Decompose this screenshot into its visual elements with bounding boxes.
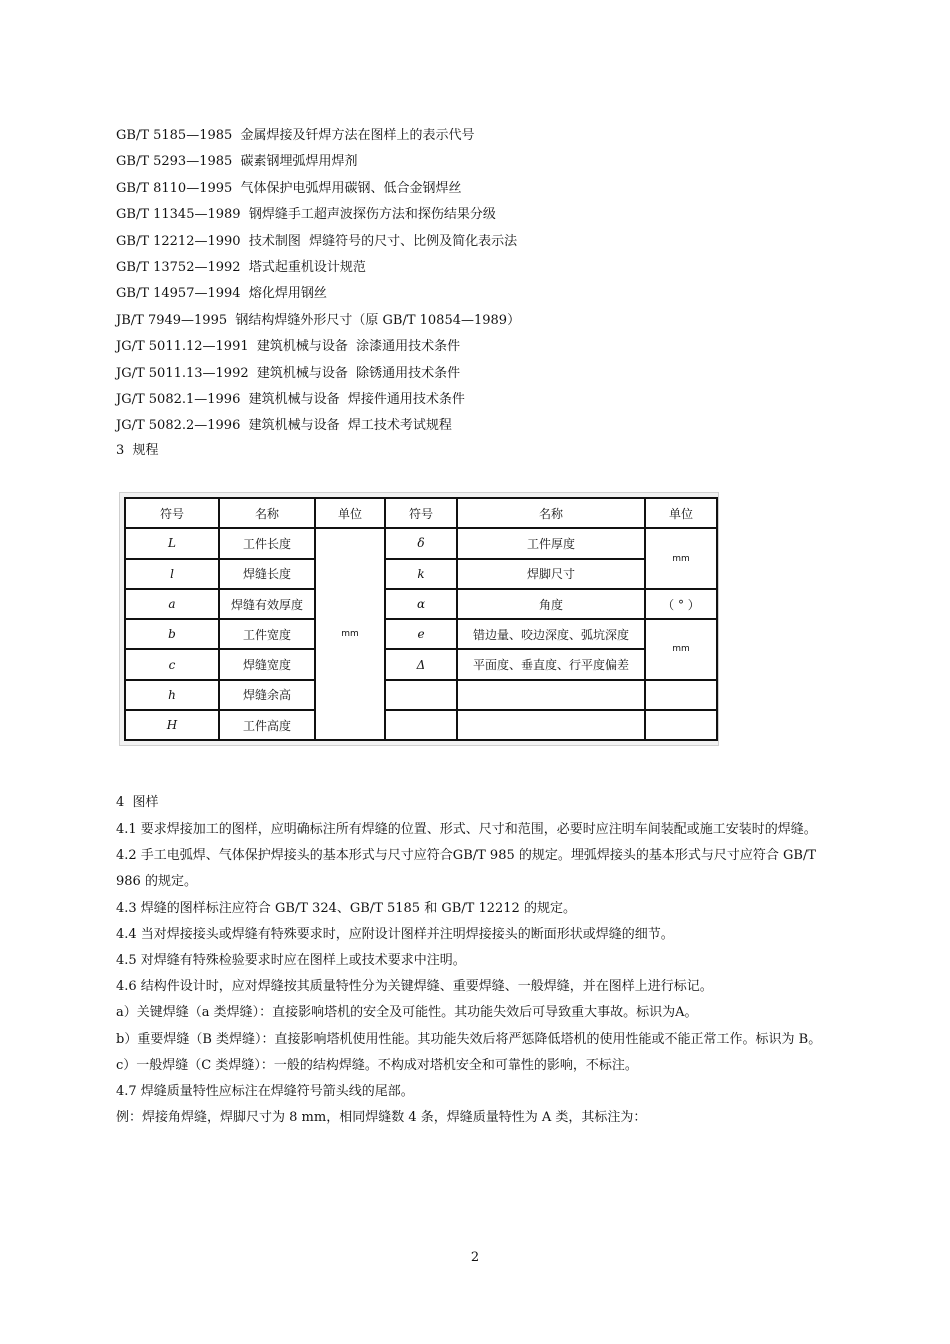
- empty-cell: [457, 680, 645, 710]
- symbol-cell: e: [385, 619, 457, 649]
- table-row: [125, 710, 717, 740]
- paragraph: 4.5 对焊缝有特殊检验要求时应在图样上或技术要求中注明。: [116, 953, 466, 969]
- paragraph: 例：焊接角焊缝，焊脚尺寸为 8 mm，相同焊缝数 4 条，焊缝质量特性为 A 类，其标注为：: [116, 1110, 647, 1126]
- table-row: [125, 619, 717, 649]
- symbol-cell: H: [125, 710, 219, 740]
- table-row: [125, 528, 717, 558]
- reference-item: GB/T 8110—1995 气体保护电弧焊用碳钢、低合金钢焊丝: [116, 180, 462, 196]
- symbol-cell: b: [125, 619, 219, 649]
- name-cell: 平面度、垂直度、行平度偏差: [457, 649, 645, 679]
- name-cell: 工件宽度: [219, 619, 315, 649]
- unit-cell: mm: [315, 528, 385, 740]
- paragraph: 4.4 当对焊接接头或焊缝有特殊要求时，应附设计图样并注明焊接接头的断面形状或焊缝的细节。: [116, 926, 674, 942]
- section-4-heading: 4 图样: [116, 795, 159, 810]
- reference-item: JB/T 7949—1995 钢结构焊缝外形尺寸（原 GB/T 10854—1989）: [116, 312, 521, 328]
- reference-item: GB/T 13752—1992 塔式起重机设计规范: [116, 259, 366, 275]
- header-cell: 名称: [219, 498, 315, 528]
- name-cell: 角度: [457, 589, 645, 619]
- name-cell: 工件厚度: [457, 528, 645, 558]
- paragraph: 4.6 结构件设计时，应对焊缝按其质量特性分为关键焊缝、重要焊缝、一般焊缝，并在图样上进行标记。: [116, 979, 713, 995]
- unit-cell: mm: [645, 619, 717, 680]
- reference-item: GB/T 5185—1985 金属焊接及钎焊方法在图样上的表示代号: [116, 128, 475, 143]
- symbols-table: [124, 497, 718, 741]
- section-4-body: [116, 817, 836, 1131]
- paragraph: 4.3 焊缝的图样标注应符合 GB/T 324、GB/T 5185 和 GB/T 12212 的规定。: [116, 900, 576, 916]
- paragraph: 4.7 焊缝质量特性应标注在焊缝符号箭头线的尾部。: [116, 1084, 414, 1100]
- header-cell: 符号: [125, 498, 219, 528]
- header-cell: 名称: [457, 498, 645, 528]
- table-row: [125, 589, 717, 619]
- table-row: [125, 649, 717, 679]
- empty-cell: [385, 710, 457, 740]
- symbol-cell: k: [385, 559, 457, 589]
- reference-item: JG/T 5082.2—1996 建筑机械与设备 焊工技术考试规程: [116, 418, 452, 434]
- name-cell: 焊缝有效厚度: [219, 589, 315, 619]
- symbol-cell: Δ: [385, 649, 457, 679]
- paragraph: 4.1 要求焊接加工的图样，应明确标注所有焊缝的位置、形式、尺寸和范围，必要时应注明车间装配或施工安装时的焊缝。: [116, 822, 817, 837]
- reference-item: GB/T 11345—1989 钢焊缝手工超声波探伤方法和探伤结果分级: [116, 207, 496, 223]
- empty-cell: [385, 680, 457, 710]
- paragraph: 4.2 手工电弧焊、气体保护焊接头的基本形式与尺寸应符合GB/T 985 的规定。埋弧焊接头的基本形式与尺寸应符合 GB/T 986 的规定。: [116, 848, 816, 890]
- name-cell: 焊缝长度: [219, 559, 315, 589]
- reference-item: GB/T 14957—1994 熔化焊用钢丝: [116, 286, 327, 302]
- header-cell: 符号: [385, 498, 457, 528]
- symbol-cell: c: [125, 649, 219, 679]
- name-cell: 焊缝宽度: [219, 649, 315, 679]
- symbol-cell: L: [125, 528, 219, 558]
- name-cell: 工件长度: [219, 528, 315, 558]
- empty-cell: [457, 710, 645, 740]
- unit-cell: （ ° ）: [645, 589, 717, 619]
- page-number: 2: [470, 1250, 480, 1265]
- reference-item: GB/T 5293—1985 碳素钢埋弧焊用焊剂: [116, 154, 358, 170]
- reference-item: JG/T 5011.13—1992 建筑机械与设备 除锈通用技术条件: [116, 365, 461, 381]
- unit-cell: mm: [645, 528, 717, 589]
- paragraph: a）关键焊缝（a 类焊缝）：直接影响塔机的安全及可能性。其功能失效后可导致重大事故。标识为A。: [116, 1005, 698, 1021]
- symbol-cell: a: [125, 589, 219, 619]
- empty-cell: [645, 710, 717, 740]
- reference-item: JG/T 5011.12—1991 建筑机械与设备 涂漆通用技术条件: [116, 339, 461, 355]
- references-list: [116, 123, 520, 440]
- header-cell: 单位: [645, 498, 717, 528]
- symbol-cell: h: [125, 680, 219, 710]
- header-cell: 单位: [315, 498, 385, 528]
- table-row: [125, 559, 717, 589]
- name-cell: 焊缝余高: [219, 680, 315, 710]
- name-cell: 工件高度: [219, 710, 315, 740]
- reference-item: GB/T 12212—1990 技术制图 焊缝符号的尺寸、比例及简化表示法: [116, 233, 518, 249]
- name-cell: 焊脚尺寸: [457, 559, 645, 589]
- empty-cell: [645, 680, 717, 710]
- table-header-row: [125, 498, 717, 528]
- paragraph: b）重要焊缝（B 类焊缝）：直接影响塔机使用性能。其功能失效后将严惩降低塔机的使用性能或不能正常工作。标识为 B。: [116, 1031, 822, 1047]
- symbol-cell: l: [125, 559, 219, 589]
- symbol-cell: δ: [385, 528, 457, 558]
- reference-item: JG/T 5082.1—1996 建筑机械与设备 焊接件通用技术条件: [116, 391, 465, 407]
- symbols-table-image: [119, 492, 719, 746]
- table-row: [125, 680, 717, 710]
- paragraph: c）一般焊缝（C 类焊缝）：一般的结构焊缝。不构成对塔机安全和可靠性的影响，不标注。: [116, 1057, 638, 1073]
- section-3-heading: 3 规程: [116, 443, 159, 458]
- symbol-cell: α: [385, 589, 457, 619]
- name-cell: 错边量、咬边深度、弧坑深度: [457, 619, 645, 649]
